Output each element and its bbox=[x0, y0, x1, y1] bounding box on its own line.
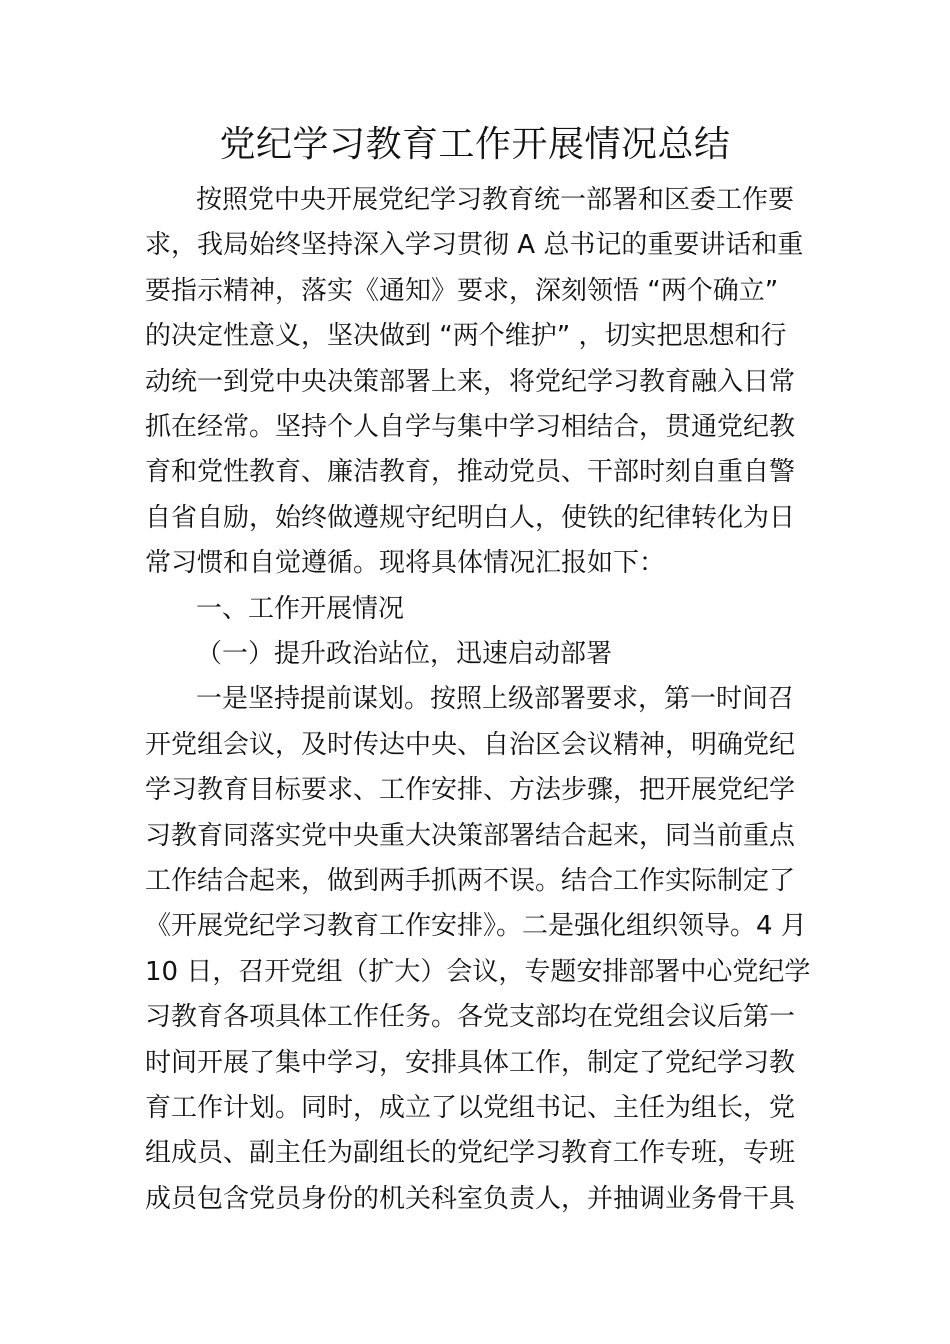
body-text-line: 10 日，召开党组（扩大）会议，专题安排部署中心党纪学 bbox=[145, 956, 811, 987]
body-text-line: 动统一到党中央决策部署上来，将党纪学习教育融入日常 bbox=[145, 366, 796, 397]
body-text-line: 常习惯和自觉遵循。现将具体情况汇报如下： bbox=[145, 548, 666, 579]
body-text-line: 开党组会议，及时传达中央、自治区会议精神，明确党纪 bbox=[145, 729, 796, 760]
body-text-line: 一是坚持提前谋划。按照上级部署要求，第一时间召 bbox=[196, 684, 795, 715]
body-text-line: 按照党中央开展党纪学习教育统一部署和区委工作要 bbox=[196, 185, 795, 215]
body-text-line: 时间开展了集中学习，安排具体工作，制定了党纪学习教 bbox=[145, 1047, 796, 1078]
body-text-line: 育工作计划。同时，成立了以党组书记、主任为组长，党 bbox=[145, 1093, 796, 1123]
document-title: 党纪学习教育工作开展情况总结 bbox=[219, 124, 731, 165]
body-text-line: 习教育各项具体工作任务。各党支部均在党组会议后第一 bbox=[145, 1002, 796, 1033]
body-text-line: 的决定性意义，坚决做到 “两个维护” ，切实把思想和行 bbox=[145, 321, 787, 352]
body-text-line: 学习教育目标要求、工作安排、方法步骤，把开展党纪学 bbox=[145, 775, 796, 806]
body-text-line: 组成员、副主任为副组长的党纪学习教育工作专班，专班 bbox=[145, 1138, 796, 1169]
body-text-line: 自省自励，始终做遵规守纪明白人，使铁的纪律转化为日 bbox=[145, 502, 796, 533]
body-text-line: 要指示精神，落实《通知》要求，深刻领悟 “两个确立” bbox=[145, 275, 779, 306]
body-text-line: 习教育同落实党中央重大决策部署结合起来，同当前重点 bbox=[145, 820, 796, 851]
body-text-line: 育和党性教育、廉洁教育，推动党员、干部时刻自重自警 bbox=[145, 457, 796, 488]
body-text-line: 成员包含党员身份的机关科室负责人，并抽调业务骨干具 bbox=[145, 1183, 796, 1214]
subsection-heading: （一）提升政治站位，迅速启动部署 bbox=[196, 639, 613, 669]
body-text-line: 求，我局始终坚持深入学习贯彻 A 总书记的重要讲话和重 bbox=[145, 230, 804, 261]
body-text-line: 抓在经常。坚持个人自学与集中学习相结合，贯通党纪教 bbox=[145, 412, 796, 442]
body-text-line: 《开展党纪学习教育工作安排》。二是强化组织领导。4 月 bbox=[145, 911, 807, 942]
body-text-line: 工作结合起来，做到两手抓两不误。结合工作实际制定了 bbox=[145, 866, 796, 896]
section-heading: 一、工作开展情况 bbox=[196, 593, 405, 624]
